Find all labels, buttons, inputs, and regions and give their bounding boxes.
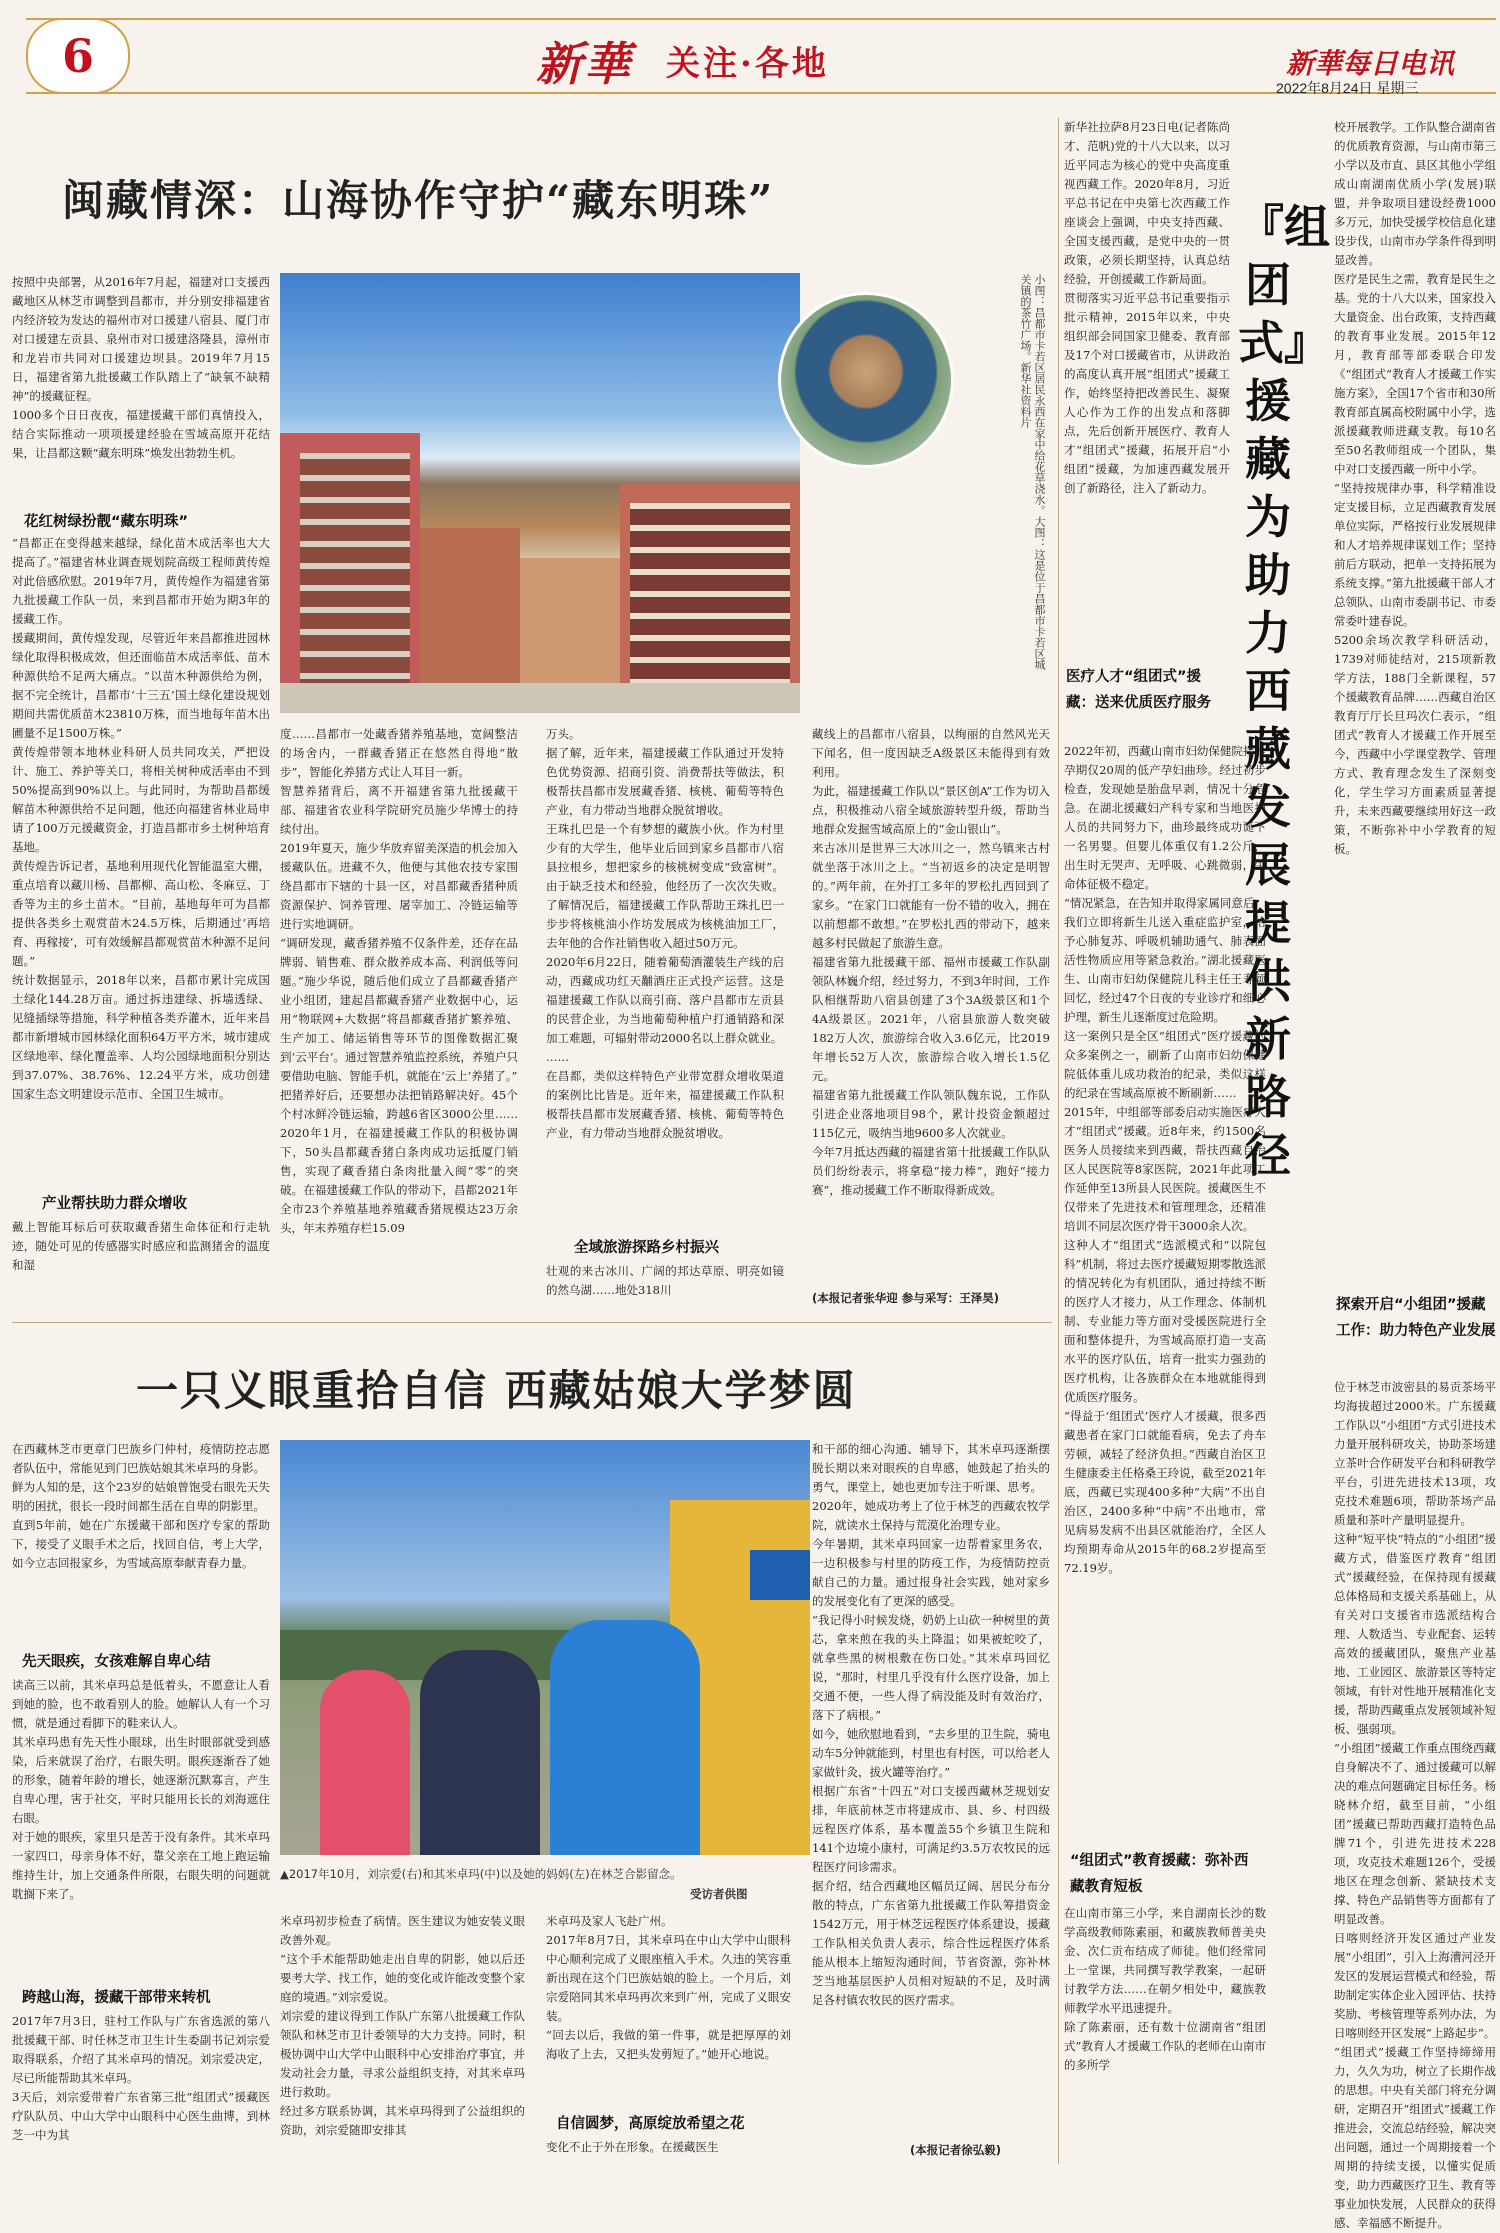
article2-photo-caption: ▲2017年10月，刘宗爱(右)和其米卓玛(中)以及她的妈妈(左)在林芝合影留念。 bbox=[280, 1867, 682, 1881]
article1-col3b: 壮观的来古冰川、广阔的邦达草原、明亮如镜的然乌湖……地处318川 bbox=[546, 1264, 784, 1297]
article1-subhead2: 产业帮扶助力群众增收 bbox=[42, 1196, 187, 1212]
column-divider bbox=[1058, 118, 1059, 2164]
article2-col4: 和干部的细心沟通、辅导下，其米卓玛逐渐摆脱长期以来对眼疾的自卑感，她鼓起了抬头的勇气，课堂上，她也更加专注于听课、思考。 2020年，她成功考上了位于林芝的西藏农牧学院，就读水土保持与荒漠化治理专业。 今年暑期，其米卓玛回家一边帮着家里务农，一边积极参与村里的防疫工作，为疫情防控贡献自己的力量。通过报身社会实践，她对家乡的发展变化有了更深的感受。 “我记得小时候发烧，奶奶上山砍一种树里的黄芯，拿来煎在我的头上降温；如果被蛇咬了，就拿些黑的树根敷在伤口处。”其米卓玛回忆说，“那时，村里几乎没有什么医疗设备，加上交通不便，一些人得了病没能及时有效治疗，落下了病根。” 如今，她欣慰地看到，“去乡里的卫生院，骑电动车5分钟就能到，村里也有村医，可以给老人家做针灸，拔火罐等治疗。” 根据广东省“十四五”对口支援西藏林芝规划安排，年底前林芝市将建成市、县、乡、村四级远程医疗体系，基本覆盖55个乡镇卫生院和141个边境小康村，可满足约3.5万农牧民的远程医疗问诊需求。 据介绍，结合西藏地区幅员辽阔、居民分布分散的特点，广东省第九批援藏工作队筹措资金1542万元，用于林芝远程医疗体系建设，援藏工作队相关负责人表示，综合性远程医疗体系能从根本上缩短沟通时间，节省资源，弥补林芝当地基层医护人员相对短缺的不足，及时满足各村镇农牧民的医疗需求。 bbox=[812, 1442, 1050, 2007]
article2-subhead2: 跨越山海，援藏干部带来转机 bbox=[22, 1990, 211, 2006]
article2-col2: 米卓玛初步检查了病情。医生建议为她安装义眼改善外观。 “这个手术能帮助她走出自卑的阴影，她以后还要考大学、找工作，她的变化或许能改变整个家庭的境遇。”刘宗爱说。 刘宗爱的建议得到工作队广东第八批援藏工作队领队和林芝市卫计委领导的大力支持。同时，积极协调中山大学中山眼科中心安排治疗事宜，并发动社会力量，寻求公益组织支持，对其米卓玛进行救助。 经过多方联系协调，其米卓玛得到了公益组织的资助，刘宗爱随即安排其 bbox=[280, 1914, 525, 2137]
article2-col3: 米卓玛及家人飞赴广州。 2017年8月7日，其米卓玛在中山大学中山眼科中心顺利完成了义眼座植入手术。久违的笑容重新出现在这个门巴族姑娘的脸上。一个月后，刘宗爱陪同其米卓玛再次来到广州，完成了义眼安装。 “回去以后，我做的第一件事，就是把厚厚的刘海收了上去，又把头发剪短了。”她开心地说。 bbox=[546, 1914, 791, 2061]
article2-col1b: 读高三以前，其米卓玛总是低着头，不愿意让人看到她的脸，也不敢看别人的脸。她解认人有一个习惯，就是通过看脚下的鞋来认人。 其米卓玛患有先天性小眼球，出生时眼部就受到感染，后来就误了治疗，右眼失明。眼疾逐渐吞了她的形象，随着年龄的增长，她逐渐沉默寡言，产生自卑心理，害于社交，平时只能用长长的刘海遮住右眼。 对于她的眼疾，家里只是苦于没有条件。其米卓玛一家四口，母亲身体不好，靠父亲在工地上跑运输维持生计，加上交通条件所限，右眼失明的问题就耽搁下来了。 bbox=[12, 1678, 270, 1901]
article1-subhead3: 全域旅游探路乡村振兴 bbox=[574, 1240, 719, 1256]
article2-headline: 一只义眼重拾自信 西藏姑娘大学梦圆 bbox=[136, 1366, 857, 1415]
article3-subhead2: “组团式”教育援藏：弥补西藏教育短板 bbox=[1070, 1853, 1249, 1895]
divider bbox=[12, 1322, 1052, 1323]
article1-col1: 按照中央部署，从2016年7月起，福建对口支援西藏地区从林芝市调整到昌都市，并分别安排福建省内经济较为发达的福州市对口援建八宿县、厦门市对口援建左贡县、泉州市对口援建洛隆县，漳州市和龙岩市共同对口援建边坝县。2019年7月15日，福建省第九批援藏工作队踏上了“缺氧不缺精神”的援藏征程。 1000多个日日夜夜，福建援藏干部们真情投入，结合实际推动一项项援建经验在雪域高原开花结果，让昌都这颗“藏东明珠”焕发出勃勃生机。 bbox=[12, 275, 270, 460]
section-title: 关注·各地 bbox=[666, 44, 829, 84]
article2-subhead3: 自信圆梦，高原绽放希望之花 bbox=[556, 2116, 745, 2132]
article2-col3b: 变化不止于外在形象。在援藏医生 bbox=[546, 2140, 719, 2154]
masthead bbox=[6, 6, 1494, 98]
article1-col3: 万头。 据了解，近年来，福建援藏工作队通过开发特色优势资源、招商引资、消费帮扶等做法，积极帮扶昌都市发展藏香猪、核桃、葡萄等特色产业，有力带动当地群众脱贫增收。 王珠扎巴是一个有梦想的藏族小伙。作为村里少有的大学生，他毕业后回到家乡昌都市八宿县拉根乡，想把家乡的核桃树变成“致富树”。由于缺乏技术和经验，他经历了一次次失败。了解情况后，福建援藏工作队帮助王珠扎巴一步步将核桃油小作坊发展成为核桃油加工厂，去年他的合作社销售收入超过50万元。 2020年6月22日，随着葡萄酒灌装生产线的启动，西藏成功红天黼酒庄正式投产运营。这是福建援藏工作队以商引商、落户昌都市左贡县的民营企业，为当地葡萄种植户打通销路和深加工难题，可辐射带动2000名以上群众就业。 …… 在昌都，类似这样特色产业带宽群众增收渠道的案例比比皆是。近年来，福建援藏工作队积极帮扶昌都市发展藏香猪、核桃、葡萄等特色产业，有力带动当地群众脱贫增收。 bbox=[546, 727, 784, 1140]
article2-col1: 在西藏林芝市更章门巴族乡门仲村，疫情防控志愿者队伍中，常能见到门巴族姑娘其米卓玛的身影。 鲜为人知的是，这个23岁的姑娘曾饱受右眼先天失明的困扰，很长一段时间都生活在自卑的阴影里。 直到5年前，她在广东援藏干部和医疗专家的帮助下，接受了义眼手术之后，找回自信，考上大学，如今立志回报家乡，为雪域高原奉献青春力量。 bbox=[12, 1442, 270, 1570]
article3-lead: 新华社拉萨8月23日电(记者陈尚才、范帆)党的十八大以来，以习近平同志为核心的党中央高度重视西藏工作。2020年8月，习近平总书记在中央第七次西藏工作座谈会上强调，中央支持西藏、全国支援西藏，是党中央的一贯政策，必须长期坚持，认真总结经验，开创援藏工作新局面。 贯彻落实习近平总书记重要指示批示精神，2015年以来，中央组织部会同国家卫健委、教育部及17个对口援藏省市，从讲政治的高度认真开展“组团式”援藏工作，始终坚持把改善民生、凝聚人心作为工作的出发点和落脚点，先后创新开展医疗、教育人才“组团式”援藏，拓展开启“小组团”援藏，为加速西藏发展开创了新路径，注入了新动力。 bbox=[1064, 120, 1230, 495]
article3-col-b1: 校开展教学。工作队整合湖南省的优质教育资源，与山南市第三小学以及市直、县区其他小学组成山南湖南优质小学(发展)联盟，并争取项目建设经费1000多万元，加快受援学校信息化建设步伐，山南市办学条件得到明显改善。 医疗是民生之需，教育是民生之基。党的十八大以来，国家投入大量资金、出台政策，支持西藏的教育事业发展。2015年12月，教育部等部委联合印发《“组团式”教育人才援藏工作实施方案》，全国17个省市和30所教育部直属高校附属中小学，选派援藏教师进藏支教。每10名至50名教师组成一个团队，集中对口支援西藏一所中小学。 “坚持按规律办事，科学精准设定支援目标，立足西藏教育发展单位实际，严格按行业发展规律和人才培养规律谋划工作；坚持前后方联动，把单一支持拓展为系统支撑。”第九批援藏干部人才总领队、山南市委副书记、市委常委叶建春说。 5200余场次教学科研活动，1739对师徒结对，215项新教学方法，188门全新课程，57个援藏教育品牌……西藏自治区教育厅厅长旦玛次仁表示，“组团式”教育人才援藏工作开展至今，西藏中小学课堂教学、管理方式、教育理念发生了深刻变化，学生学习方面素质显著提升，未来西藏要继续用好这一政策，不断弥补中小学教育的短板。 bbox=[1334, 120, 1496, 856]
article3-subhead3: 探索开启“小组团”援藏工作：助力特色产业发展 bbox=[1336, 1297, 1496, 1339]
article3-col-a3: 在山南市第三小学，来自湖南长沙的数学高级教师陈素丽，和藏族教师普美央金、次仁贡布结成了师徒。他们经常同上一堂课，共同撰写教学教案，一起研讨教学方法……在朝夕相处中，藏族教师教学水平迅速提升。 除了陈素丽，还有数十位湖南省“组团式”教育人才援藏工作队的老师在山南市的多所学 bbox=[1064, 1906, 1266, 2072]
article1-col1c: 戴上智能耳标后可获取藏香猪生命体征和行走轨迹，随处可见的传感器实时感应和监测猪舍的温度和湿 bbox=[12, 1220, 270, 1272]
article3-col-b2: 位于林芝市波密县的易贡茶场平均海拔超过2000米。广东援藏工作队以“小组团”方式引进技术力量开展科研攻关，协助茶场建立茶叶合作研发平台和科研教学平台，引进先进技术13项，攻克技术难题6项，帮助茶场产品质量和茶叶产量明显提升。 这种“短平快”特点的“小组团”援藏方式，借鉴医疗教育“组团式”援藏经验，在保持现有援藏总体格局和支援关系基础上，从有关对口支援省市选派结构合理、人数适当、专业配套、运转高效的援藏团队，聚焦产业基地、工业园区、旅游景区等特定领域，有针对性地开展精准化支援，帮助西藏重点发展领域补短板、强弱项。 “小组团”援藏工作重点围绕西藏自身解决不了、通过援藏可以解决的难点问题确定目标任务。杨晓林介绍，截至目前，“小组团”援藏已帮助西藏打造特色品牌71个，引进先进技术228项，攻克技术难题126个，受援地区在理念创新、紧缺技术支撑、特色产品销售等方面都有了明显改善。 日喀则经济开发区通过产业发展“小组团”，引入上海漕河泾开发区的发展运营模式和经验，帮助制定实体企业入园评估、扶持奖励、考核管理等系列办法，为日喀则经开区发展“上路起步”。 “组团式”援藏工作坚持缔缔用力，久久为功，树立了长期作战的思想。中央有关部门将充分调研，定期召开“组团式”援藏工作推进会，交流总结经验，解决突出问题，通过一个周期接着一个周期的持续支援，以懂实促质变，助力西藏医疗卫生、教育等事业加快发展，人民群众的获得感、幸福感不断提升。 bbox=[1334, 1380, 1496, 2230]
article2-photo bbox=[280, 1440, 810, 1855]
article1-main-photo bbox=[280, 273, 800, 713]
article1-col1b: “昌都正在变得越来越绿，绿化苗木成活率也大大提高了。”福建省林业调查规划院高级工程师黄传煌对此倍感欣慰。2019年7月，黄传煌作为福建省第九批援藏工作队一员，来到昌都市开始为期3年的援藏工作。 援藏期间，黄传煌发现，尽管近年来昌都推进园林绿化取得积极成效，但还面临苗木成活率低、苗木种源供给不足两大痛点。“以苗木种源供给为例，据不完全统计，昌都市‘十三五’国土绿化建设规划期间共需优质苗木23810万株，而当地每年苗木出圃量不足1500万株。” 黄传煌带领本地林业科研人员共同攻关，严把设计、施工、养护等关口，将相关树种成活率由不到50%提高到90%以上。与此同时，为帮助昌都缓解苗木种源供给不足问题，他还向福建省林业局申请了100万元援藏资金，打造昌都市乡土树种培育基地。 黄传煌告诉记者，基地利用现代化智能温室大棚，重点培育以藏川杨、昌都柳、高山松、冬麻豆、丁香等为主的乡土苗木。“目前，基地每年可为昌都提供各类乡土观赏苗木24.5万株，后期通过‘再培育、再稼接’，可有效缓解昌都观赏苗木种源不足问题。” 统计数据显示，2018年以来，昌都市累计完成国土绿化144.28万亩。通过拆违建绿、拆墙透绿、见缝插绿等措施，科学种植各类乔灌木，近年来昌都市新增城市园林绿化面积64万平方米，城市建成区绿地率、绿化覆盖率、人均公园绿地面积分别达到37.07%、38.76%、12.24平方米，成功创建国家生态文明建设示范市、全国卫生城市。 bbox=[12, 536, 270, 1101]
article3-col-a2: 2022年初，西藏山南市妇幼保健院接诊孕期仅20周的低产孕妇曲珍。经过初步检查，发现她是胎盘早剥，情况十分危急。在湖北援藏妇产科专家和当地医护人员的共同努力下，曲珍最终成功诞下一名男婴。但婴儿体重仅有1.2公斤，出生时无哭声、无呼吸、心跳微弱，生命体征极不稳定。 “情况紧急，在告知并取得家属同意后，我们立即将新生儿送入重症监护室，给予心肺复苏、呼吸机辅助通气、肺表面活性物质应用等紧急救治。”湖北援藏医生、山南市妇幼保健院儿科主任王寿颖回忆，经过47个日夜的专业诊疗和细心护理，新生儿逐渐度过危险期。 这一案例只是全区“组团式”医疗援藏的众多案例之一，刷新了山南市妇幼保健院低体重儿成功救治的纪录，类似这样的纪录在雪域高原被不断刷新…… 2015年，中组部等部委启动实施医疗人才“组团式”援藏。近8年来，约1500名医务人员接续来到西藏，帮扶西藏自治区人民医院等8家医院，2021年此项工作延伸至13所县人民医院。援藏医生不仅带来了先进技术和管理理念，还精准培训不同层次医疗骨干3000余人次。 这种人才“组团式”选派模式和“以院包科”机制，将过去医疗援藏短期零散选派的情况转化为有机团队，通过持续不断的医疗人才接力，从工作理念、体制机制、专业能力等方面对受援医院进行全面和整体提升，为雪域高原打造一支高水平的医疗队伍，培育一批实力强劲的医疗机构，让各族群众在本地就能得到优质医疗服务。 “得益于‘组团式’医疗人才援藏，很多西藏患者在家门口就能看病，免去了舟车劳顿，减轻了经济负担。”西藏自治区卫生健康委主任格桑王玲说，截至2021年底，西藏已实现400多种“大病”不出自治区，2400多种“中病”不出地市，常见病易发病不出县区就能治疗，全区人均预期寿命从2015年的68.2岁提高至72.19岁。 bbox=[1064, 744, 1266, 1575]
article1-inset-photo bbox=[778, 292, 954, 468]
article2-col1c: 2017年7月3日，驻村工作队与广东省选派的第八批援藏干部、时任林芝市卫生计生委副书记刘宗爱取得联系，介绍了其米卓玛的情况。刘宗爱决定，尽已所能帮助其米卓玛。 3天后，刘宗爱带着广东省第三批“组团式”援藏医疗队队员、中山大学中山眼科中心医生曲博，到林芝一中为其 bbox=[12, 2014, 270, 2142]
article1-subhead1: 花红树绿扮靓“藏东明珠” bbox=[24, 514, 189, 530]
paper-name: 新華每日电讯 bbox=[1286, 47, 1455, 80]
brand-logo: 新華 bbox=[536, 37, 632, 91]
article1-col2: 度……昌都市一处藏香猪养殖基地，宽阔整洁的场舍内，一群藏香猪正在悠然自得地“散步”，智能化养猪方式让人耳目一新。 智慧养猪背后，离不开福建省第九批援藏干部、福建省农业科学院研究员施少华博士的持续付出。 2019年夏天，施少华放弃留美深造的机会加入援藏队伍。进藏不久，他便与其他农技专家围绕昌都市下辖的十县一区，对昌都藏香猪种质资源保护、饲养管理、屠宰加工、冷链运输等进行实地调研。 “调研发现，藏香猪养殖不仅条件差，还存在品牌弱、销售难、群众散养成本高、利润低等问题。”施少华说，随后他们成立了昌都藏香猪产业小组团，建起昌都藏香猪产业数据中心，运用“物联网+大数据”将昌都藏香猪扩繁养殖、生产加工、储运销售等环节的图像数据汇聚到‘云平台’。通过智慧养殖监控系统，养殖户只要借助电脑、智能手机，就能在‘云上’养猪了。” 把猪养好后，还要想办法把销路解决好。45个个村冰鲜冷链运输，跨越6省区3000公里……2020年1月，在福建援藏工作队的积极协调下，50头昌都藏香猪白条肉成功运抵厦门销售，实现了藏香猪白条肉批量入闽“零”的突破。在福建援藏工作队的带动下，昌都2021年全市23个养殖基地养殖藏香猪规模达23万余头，年末养殖存栏15.09 bbox=[280, 727, 518, 1235]
page-number: 6 bbox=[26, 18, 130, 94]
article1-headline: 闽藏情深：山海协作守护“藏东明珠” bbox=[62, 176, 775, 225]
issue-date: 2022年8月24日 星期三 bbox=[1276, 80, 1419, 96]
article3-subhead1: 医疗人才“组团式”援藏：送来优质医疗服务 bbox=[1066, 669, 1211, 711]
article1-photo-caption: 小图：昌都市卡若区居民永西在家中给花草浇水。大图：这是位于昌都市卡若区城关镇的茶竹广场。新华社资料片 bbox=[1019, 274, 1046, 670]
article1-col4: 藏线上的昌都市八宿县，以绚丽的自然风光天下闻名，但一度因缺乏A级景区未能得到有效利用。 为此，福建援藏工作队以“景区创A”工作为切入点，积极推动八宿全域旅游转型升级，帮助当地群众发掘雪域高原上的“金山银山”。 来古冰川是世界三大冰川之一，然乌镇来古村就坐落于冰川之上。“当初返乡的决定是明智的。”两年前，在外打工多年的罗松扎西回到了家乡。“在家门口就能有一份不错的收入，拥在以前想都不敢想。”在罗松扎西的带动下，越来越多村民做起了旅游生意。 福建省第九批援藏干部、福州市援藏工作队副领队林巍介绍，经过努力，不到3年时间，工作队相继帮助八宿县创建了3个3A级景区和1个4A级景区。2021年，八宿县旅游人数突破182万人次，旅游综合收入3.6亿元，比2019年增长52万人次，旅游综合收入增长1.5亿元。 福建省第九批援藏工作队领队魏东说，工作队引进企业落地项目98个，累计投资金额超过115亿元，吸纳当地9600多人次就业。 今年7月抵达西藏的福建省第十批援藏工作队队员们纷纷表示，将拿稳“接力棒”，跑好“接力赛”，推动援藏工作不断取得新成效。 bbox=[812, 727, 1050, 1197]
article2-byline: (本报记者徐弘毅) bbox=[910, 2143, 1002, 2157]
article2-subhead1: 先天眼疾，女孩难解自卑心结 bbox=[22, 1654, 211, 1670]
article2-photo-credit: 受访者供图 bbox=[690, 1887, 748, 1901]
article1-byline: (本报记者张华迎 参与采写：王泽昊) bbox=[812, 1291, 1000, 1305]
article3-headline: 『组团式』援藏为助力西藏发展提供新路径 bbox=[1238, 200, 1330, 1182]
